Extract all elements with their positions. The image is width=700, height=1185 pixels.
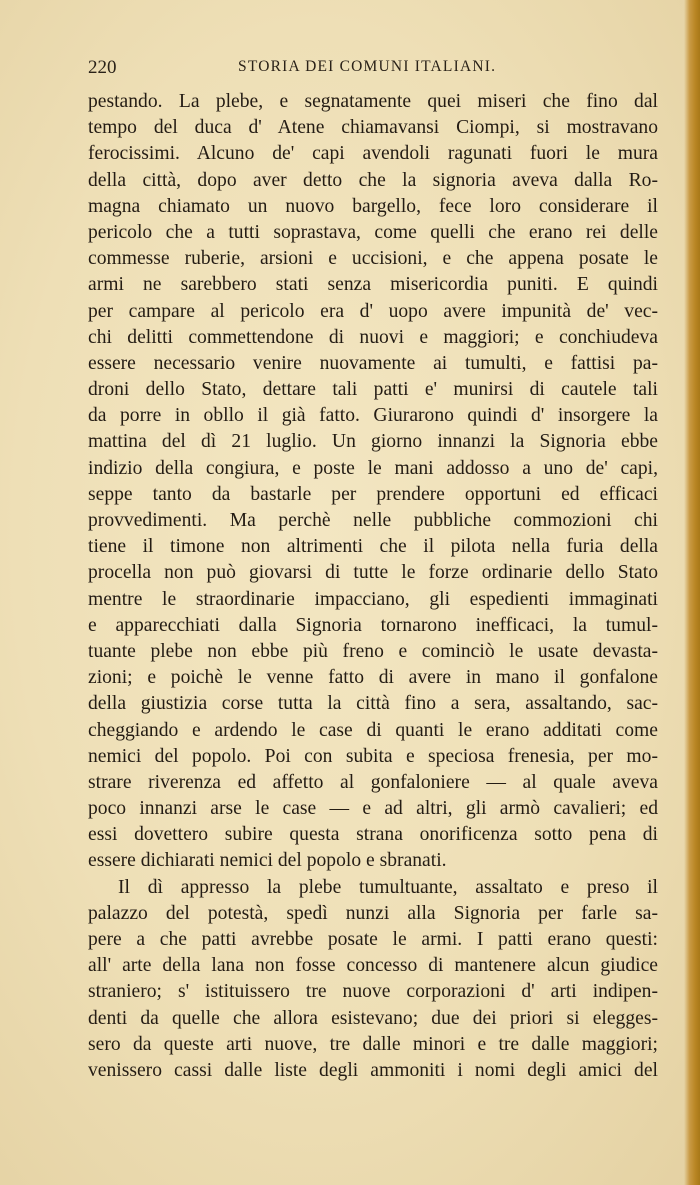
text-line: all' arte della lana non fosse concesso di mantenere alcun giudice: [88, 955, 658, 977]
page-header: [88, 57, 658, 83]
text-line: mattina del dì 21 luglio. Un giorno innanzi la Signoria ebbe: [88, 431, 658, 453]
text-line: cheggiando e ardendo le case di quanti le erano additati come: [88, 719, 658, 741]
text-line: seppe tanto da bastarle per prendere opportuni ed efficaci: [88, 483, 658, 505]
text-line: sero da queste arti nuove, tre dalle minori e tre dalle maggiori;: [88, 1033, 658, 1055]
text-line: nemici del popolo. Poi con subita e speciosa frenesia, per mo-: [88, 745, 658, 767]
paragraph-first-line: Il dì appresso la plebe tumultuante, assaltato e preso il: [118, 876, 658, 898]
text-line: procella non può giovarsi di tutte le forze ordinarie dello Stato: [88, 562, 658, 584]
text-line: commesse ruberie, arsioni e uccisioni, e che appena posate le: [88, 248, 658, 270]
text-line: essi dovettero subire questa strana onorificenza sotto pena di: [88, 824, 658, 846]
text-line: da porre in obllo il già fatto. Giurarono quindi d' insorgere la: [88, 405, 658, 427]
text-line: e apparecchiati dalla Signoria tornarono inefficaci, la tumul-: [88, 614, 658, 636]
running-title: STORIA DEI COMUNI ITALIANI.: [238, 58, 497, 75]
text-line: palazzo del potestà, spedì nunzi alla Signoria per farle sa-: [88, 902, 658, 924]
text-line: indizio della congiura, e poste le mani addosso a uno de' capi,: [88, 457, 658, 479]
text-line: magna chiamato un nuovo bargello, fece loro considerare il: [88, 195, 658, 217]
text-line: pestando. La plebe, e segnatamente quei miseri che fino dal: [88, 91, 658, 112]
page-number: 220: [88, 57, 117, 78]
text-line: droni dello Stato, dettare tali patti e' munirsi di cautele tali: [88, 379, 658, 401]
text-line: straniero; s' istituissero tre nuove corporazioni d' arti indipen-: [88, 981, 658, 1003]
text-line: della città, dopo aver detto che la signoria aveva dalla Ro-: [88, 169, 658, 191]
body-text: [88, 89, 658, 1084]
text-line: armi ne sarebbero stati senza misericordia puniti. E quindi: [88, 274, 658, 296]
text-line: per campare al pericolo era d' uopo avere impunità de' vec-: [88, 300, 658, 322]
page-edge: [684, 0, 700, 1185]
text-line: poco innanzi arse le case — e ad altri, gli armò cavalieri; ed: [88, 798, 658, 820]
paragraph-last-line: essere dichiarati nemici del popolo e sbranati.: [88, 850, 447, 872]
text-line: della giustizia corse tutta la città fino a sera, assaltando, sac-: [88, 693, 658, 715]
text-line: strare riverenza ed affetto al gonfaloniere — al quale aveva: [88, 771, 658, 793]
text-line: mentre le straordinarie impacciano, gli espedienti immaginati: [88, 588, 658, 610]
text-line: ferocissimi. Alcuno de' capi avendoli ragunati fuori le mura: [88, 143, 658, 165]
text-line: chi delitti commettendone di nuovi e maggiori; e conchiudeva: [88, 326, 658, 348]
text-line: denti da quelle che allora esistevano; due dei priori si elegges-: [88, 1007, 658, 1029]
text-line: pere a che patti avrebbe posate le armi. I patti erano questi:: [88, 929, 658, 950]
text-line: zioni; e poichè le venne fatto di avere in mano il gonfalone: [88, 667, 658, 689]
text-line: essere necessario venire nuovamente ai tumulti, e fattisi pa-: [88, 352, 658, 374]
text-line: pericolo che a tutti soprastava, come quelli che erano rei delle: [88, 221, 658, 243]
text-line: provvedimenti. Ma perchè nelle pubbliche commozioni chi: [88, 510, 658, 531]
text-line: tempo del duca d' Atene chiamavansi Ciompi, si mostravano: [88, 117, 658, 139]
text-line: tiene il timone non altrimenti che il pilota nella furia della: [88, 536, 658, 558]
text-line: tuante plebe non ebbe più freno e cominciò le usate devasta-: [88, 640, 658, 662]
text-line: venissero cassi dalle liste degli ammoniti i nomi degli amici del: [88, 1059, 658, 1081]
